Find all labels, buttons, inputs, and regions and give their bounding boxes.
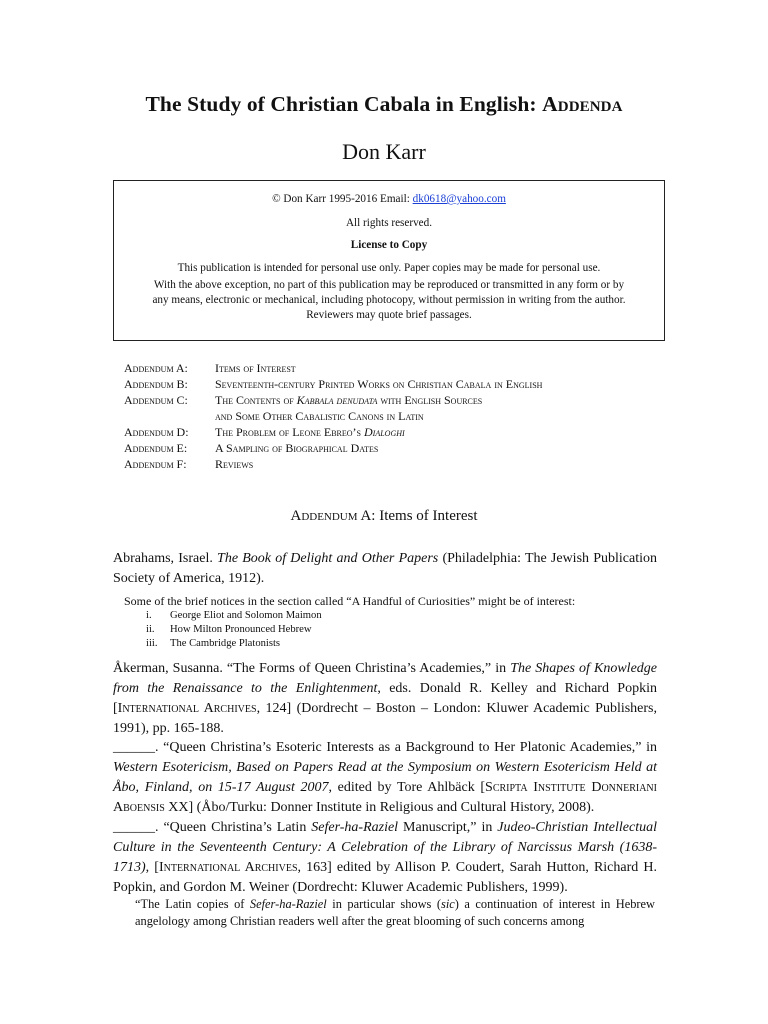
bibliography-entry	[113, 738, 657, 818]
license-line-1: This publication is intended for personal use only. Paper copies may be made for personal use.	[177, 262, 601, 274]
toc-text-part: The Contents of	[215, 393, 297, 407]
entry-manuscript-title: Sefer-ha-Raziel	[311, 820, 399, 835]
entry-series: International Archives	[117, 701, 257, 716]
entry-text: ] (Åbo/Turku: Donner Institute in Religious and Cultural History, 2008).	[188, 800, 595, 815]
entry-book-title: Western Esotericism, Based on Papers Read at the Symposium on Western Esotericism Held at Åbo, Finland, on 15-17 August 2007	[113, 760, 657, 795]
section-title: : Items of Interest	[371, 508, 478, 524]
license-line-2: With the above exception, no part of this publication may be reproduced or transmitted in any form or by	[153, 279, 625, 291]
toc-text: Items of Interest	[215, 361, 296, 375]
list-text: The Cambridge Platonists	[170, 638, 281, 649]
entry-series: International Archives	[158, 860, 298, 875]
entry-text: Manuscript,” in	[398, 820, 498, 835]
toc-label: Addendum D:	[124, 425, 189, 439]
list-text: How Milton Pronounced Hebrew	[170, 624, 312, 635]
list-item	[146, 609, 322, 623]
entry-book-title: The Book of Delight and Other Papers	[217, 551, 439, 566]
email-link[interactable]: dk0618@yahoo.com	[412, 193, 506, 205]
toc-text: A Sampling of Biographical Dates	[215, 441, 379, 455]
entry-text: , [	[145, 860, 159, 875]
toc-label: Addendum A:	[124, 361, 188, 375]
license-line-4: Reviewers may quote brief passages.	[306, 309, 472, 321]
toc-text-part: The Problem of Leone Ebreo’s	[215, 425, 364, 439]
list-text: George Eliot and Solomon Maimon	[170, 610, 322, 621]
toc-item[interactable]	[124, 424, 542, 440]
bibliography-entry	[113, 549, 657, 589]
quote-text: in particular shows (	[326, 897, 441, 911]
toc-text	[215, 392, 482, 408]
toc-item[interactable]	[124, 440, 542, 456]
toc-text-part: with English Sources	[377, 393, 483, 407]
entry-text: ______. “Queen Christina’s Latin	[113, 820, 312, 835]
author-name: Don Karr	[342, 139, 426, 164]
toc-text: Reviews	[215, 457, 254, 471]
list-number: iii.	[146, 638, 158, 649]
copyright-line	[114, 193, 664, 205]
toc-item[interactable]	[124, 392, 542, 408]
entry-text: , 124] (Dordrecht – Boston – London: Kluwer Academic Publishers, 1991), pp. 165-188.	[113, 701, 657, 736]
quote-italic: sic	[441, 897, 455, 911]
section-label: Addendum A	[290, 508, 372, 524]
toc-text	[215, 424, 405, 440]
entry-book-title: Judeo-Christian Intellectual Culture in the Seventeenth Century: A Celebration of the Library of Narcissus Marsh (1638-1713)	[113, 820, 657, 875]
toc-item[interactable]	[124, 376, 542, 392]
title-addenda: Addenda	[542, 92, 623, 116]
quote-text: “The Latin copies of	[135, 897, 250, 911]
quote-text: ) a continuation of interest in Hebrew angelology among Christian readers well after the great blooming of such concerns among	[135, 897, 656, 928]
toc-text-italic: Dialoghi	[364, 425, 405, 439]
entry-book-title: The Shapes of Knowledge from the Renaissance to the Enlightenment	[113, 661, 657, 696]
entry-series: Scripta Institute Donneriani Aboensis XX	[113, 780, 657, 815]
toc-label: Addendum C:	[124, 393, 188, 407]
rights-line: All rights reserved.	[345, 217, 433, 229]
list-item	[146, 623, 322, 637]
bibliography-entry	[113, 818, 657, 898]
note-sublist	[146, 609, 322, 651]
entry-text: Åkerman, Susanna. “The Forms of Queen Christina’s Academies,” in	[113, 661, 511, 676]
entry-text: (Philadelphia: The Jewish Publication Society of America, 1912).	[113, 551, 657, 586]
addenda-contents	[124, 360, 542, 472]
entry-text: Abrahams, Israel.	[113, 551, 218, 566]
entry-note: Some of the brief notices in the section called “A Handful of Curiosities” might be of interest:	[124, 594, 576, 608]
title-main: The Study of Christian Cabala in English:	[145, 92, 543, 116]
entry-text: ______. “Queen Christina’s Esoteric Interests as a Background to Her Platonic Academies,” in	[113, 740, 657, 755]
quote-italic: Sefer-ha-Raziel	[249, 897, 327, 911]
entry-text: , 163] edited by Allison P. Coudert, Sarah Hutton, Richard H. Popkin, and Gordon M. Weiner (Dordrecht: Kluwer Academic Publishers, 1999).	[113, 860, 657, 895]
toc-item[interactable]	[124, 360, 542, 376]
toc-label: Addendum B:	[124, 377, 188, 391]
list-number: i.	[146, 610, 152, 621]
bibliography-entry	[113, 659, 657, 739]
toc-text-italic: Kabbala denudata	[296, 393, 378, 407]
copyright-box	[113, 180, 665, 341]
toc-item-continuation	[124, 408, 542, 424]
entry-text: , edited by Tore Ahlbäck [	[328, 780, 486, 795]
toc-label	[124, 408, 215, 424]
entry-text: , eds. Donald R. Kelley and Richard Popkin [	[113, 681, 657, 716]
toc-text: Seventeenth-century Printed Works on Christian Cabala in English	[215, 377, 543, 391]
toc-label: Addendum F:	[124, 457, 187, 471]
document-title	[0, 92, 768, 117]
section-heading	[0, 508, 768, 525]
block-quote	[135, 896, 655, 930]
toc-label: Addendum E:	[124, 441, 188, 455]
toc-item[interactable]	[124, 456, 542, 472]
list-item	[146, 637, 322, 651]
license-heading: License to Copy	[350, 239, 428, 251]
license-line-3: any means, electronic or mechanical, including photocopy, without permission in writing from the author.	[152, 294, 626, 306]
copyright-text: © Don Karr 1995-2016 Email:	[272, 193, 413, 205]
list-number: ii.	[146, 624, 155, 635]
toc-text: and Some Other Cabalistic Canons in Latin	[215, 409, 424, 423]
